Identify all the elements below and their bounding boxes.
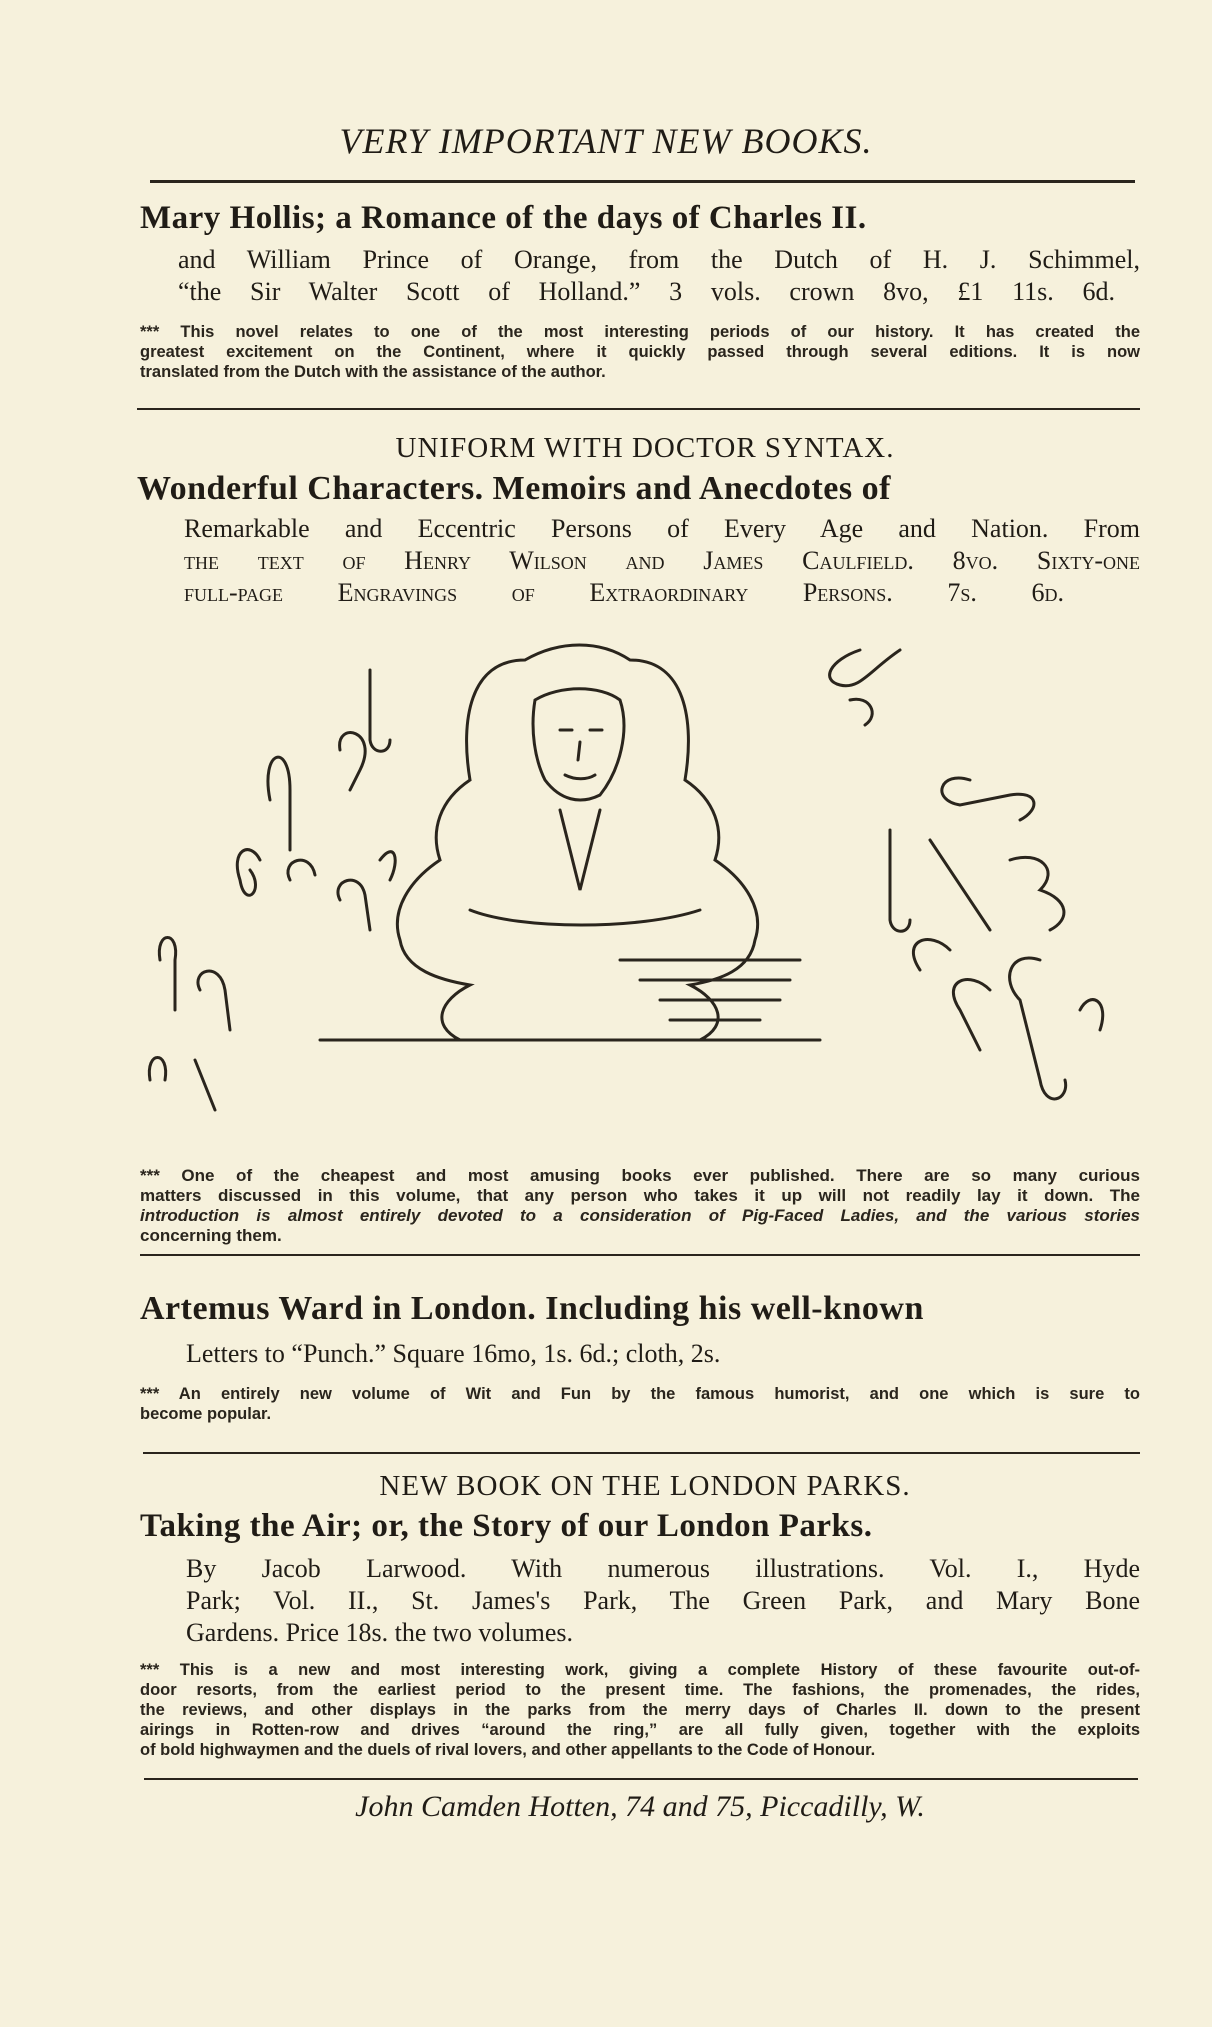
mary-hollis-note-line-1: *** This novel relates to one of the most interesting periods of our history. It has created the [140, 323, 1140, 341]
artemus-note-line-1: *** An entirely new volume of Wit and Fun by the famous humorist, and one which is sure to [140, 1385, 1140, 1403]
book-title-artemus-ward: Artemus Ward in London. Including his well-known [140, 1290, 924, 1327]
publisher-imprint: John Camden Hotten, 74 and 75, Piccadilly, W. [355, 1790, 925, 1823]
book-title-mary-hollis: Mary Hollis; a Romance of the days of Charles II. [140, 200, 867, 236]
mary-hollis-note-line-3: translated from the Dutch with the assistance of the author. [140, 363, 606, 381]
page-header: VERY IMPORTANT NEW BOOKS. [339, 121, 873, 161]
wonderful-note-line-1: *** One of the cheapest and most amusing books ever published. There are so many curious [140, 1166, 1140, 1185]
book-title-taking-the-air: Taking the Air; or, the Story of our London Parks. [140, 1508, 873, 1544]
artemus-line-1: Letters to “Punch.” Square 16mo, 1s. 6d.; cloth, 2s. [186, 1339, 721, 1368]
parks-note-line-3: the reviews, and other displays in the parks from the merry days of Charles II. down to the present [140, 1701, 1140, 1719]
mary-hollis-line-1: and William Prince of Orange, from the Dutch of H. J. Schimmel, [178, 245, 1140, 274]
parks-line-1: By Jacob Larwood. With numerous illustrations. Vol. I., Hyde [186, 1554, 1140, 1583]
wonderful-line-3: full-page Engravings of Extraordinary Persons. 7s. 6d. [184, 578, 1064, 607]
mary-hollis-line-2: “the Sir Walter Scott of Holland.” 3 vols. crown 8vo, £1 11s. 6d. [178, 277, 1115, 306]
wonderful-note-line-3: introduction is almost entirely devoted to a consideration of Pig-Faced Ladies, and the various stories [140, 1206, 1140, 1225]
wonderful-note-line-2: matters discussed in this volume, that any person who takes it up will not readily lay it down. The [140, 1186, 1140, 1205]
section-rule-1 [137, 408, 1140, 410]
parks-note-line-5: of bold highwaymen and the duels of rival lovers, and other appellants to the Code of Honour. [140, 1741, 876, 1759]
uniform-heading: UNIFORM WITH DOCTOR SYNTAX. [395, 432, 895, 464]
wonderful-note-line-4: concerning them. [140, 1226, 282, 1245]
section-rule-2 [140, 1254, 1140, 1256]
parks-heading: NEW BOOK ON THE LONDON PARKS. [379, 1470, 911, 1502]
book-title-wonderful-characters: Wonderful Characters. Memoirs and Anecdotes of [137, 470, 891, 507]
mary-hollis-note-line-2: greatest excitement on the Continent, where it quickly passed through several editions. It is now [140, 343, 1140, 361]
parks-note-line-1: *** This is a new and most interesting work, giving a complete History of these favourite out-of- [140, 1661, 1140, 1679]
header-rule [150, 180, 1135, 183]
parks-note-line-2: door resorts, from the earliest period to the present time. The fashions, the promenades, the rides, [140, 1681, 1140, 1699]
parks-line-2: Park; Vol. II., St. James's Park, The Green Park, and Mary Bone [186, 1586, 1140, 1615]
wonderful-line-2: the text of Henry Wilson and James Caulfield. 8vo. Sixty-one [184, 546, 1140, 575]
parks-note-line-4: airings in Rotten-row and drives “around the ring,” are all fully given, together with the exploits [140, 1721, 1140, 1739]
engraving-illustration [140, 630, 1140, 1130]
parks-line-3: Gardens. Price 18s. the two volumes. [186, 1618, 574, 1647]
artemus-note-line-2: become popular. [140, 1405, 272, 1423]
wonderful-line-1: Remarkable and Eccentric Persons of Every Age and Nation. From [184, 514, 1140, 543]
section-rule-3 [143, 1452, 1140, 1454]
footer-rule [144, 1778, 1138, 1780]
